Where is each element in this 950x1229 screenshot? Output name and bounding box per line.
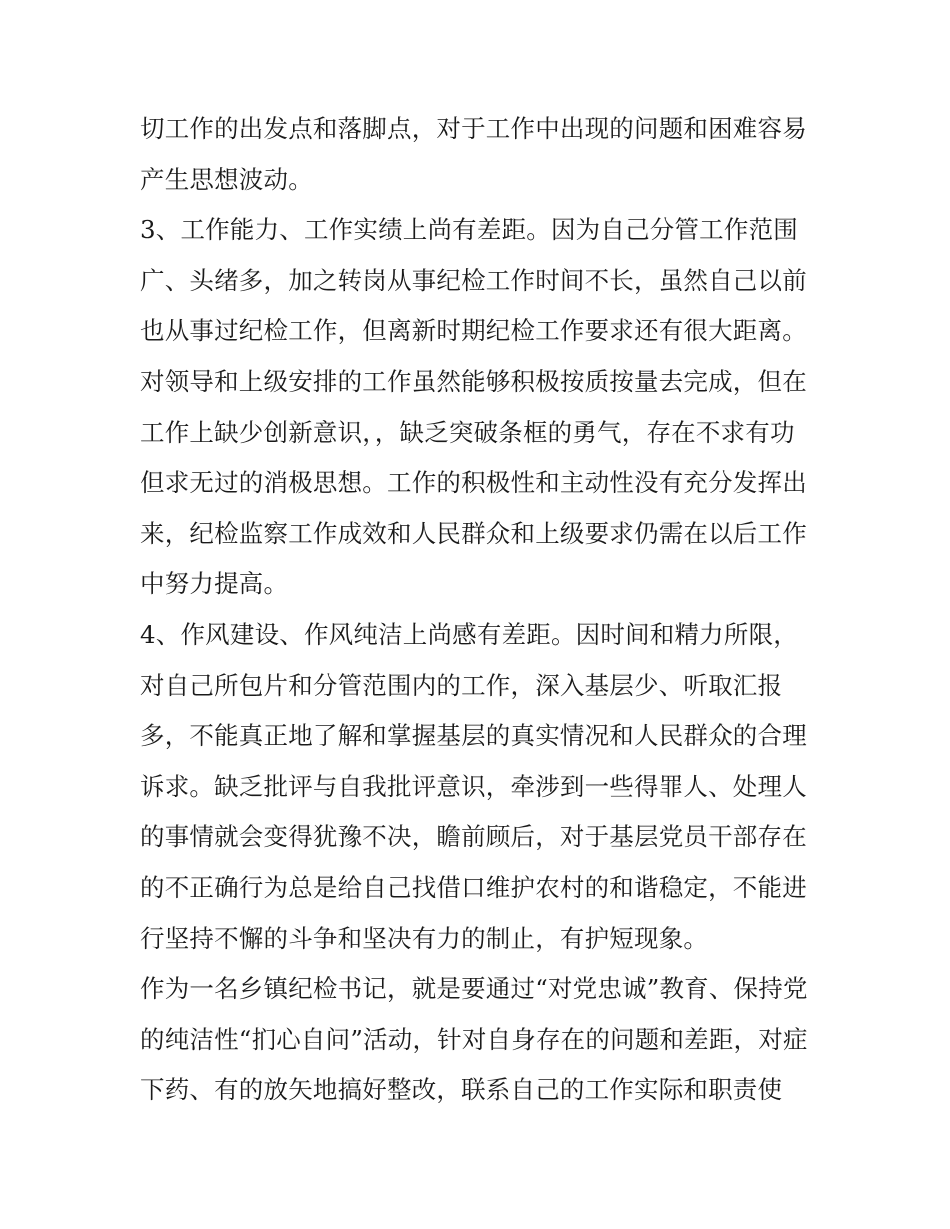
text-line: 的纯洁性“扪心自问”活动，针对自身存在的问题和差距，对症 [140, 1024, 808, 1054]
text-line: 诉求。缺乏批评与自我批评意识，牵涉到一些得罪人、处理人 [140, 771, 807, 801]
text-line: 也从事过纪检工作，但离新时期纪检工作要求还有很大距离。 [140, 316, 807, 346]
text-line: 广、头绪多，加之转岗从事纪检工作时间不长，虽然自己以前 [140, 265, 807, 295]
text-line: 下药、有的放矢地搞好整改，联系自己的工作实际和职责使 [140, 1075, 783, 1105]
text-line: 来，纪检监察工作成效和人民群众和上级要求仍需在以后工作 [140, 518, 807, 548]
text-line: 工作上缺少创新意识，，缺乏突破条框的勇气，存在不求有功 [140, 417, 795, 447]
text-line: 多，不能真正地了解和掌握基层的真实情况和人民群众的合理 [140, 721, 807, 751]
text-line: 对领导和上级安排的工作虽然能够积极按质按量去完成，但在 [140, 366, 807, 396]
text-line: 切工作的出发点和落脚点，对于工作中出现的问题和困难容易 [140, 114, 807, 143]
text-line: 行坚持不懈的斗争和坚决有力的制止，有护短现象。 [140, 923, 709, 953]
text-line: 作为一名乡镇纪检书记，就是要通过“对党忠诚”教育、保持党 [140, 974, 808, 1004]
text-line: 3、工作能力、工作实绩上尚有差距。因为自己分管工作范围 [140, 215, 798, 245]
text-line: 产生思想波动。 [140, 164, 313, 194]
text-line: 的事情就会变得犹豫不决，瞻前顾后，对于基层党员干部存在 [140, 822, 807, 852]
body-text [140, 104, 830, 1116]
text-line: 但求无过的消极思想。工作的积极性和主动性没有充分发挥出 [140, 468, 807, 498]
text-line: 的不正确行为总是给自己找借口维护农村的和谐稳定，不能进 [140, 872, 807, 902]
text-line: 中努力提高。 [140, 569, 289, 599]
text-line: 4、作风建设、作风纯洁上尚感有差距。因时间和精力所限， [140, 619, 798, 649]
text-line: 对自己所包片和分管范围内的工作，深入基层少、听取汇报 [140, 670, 783, 700]
